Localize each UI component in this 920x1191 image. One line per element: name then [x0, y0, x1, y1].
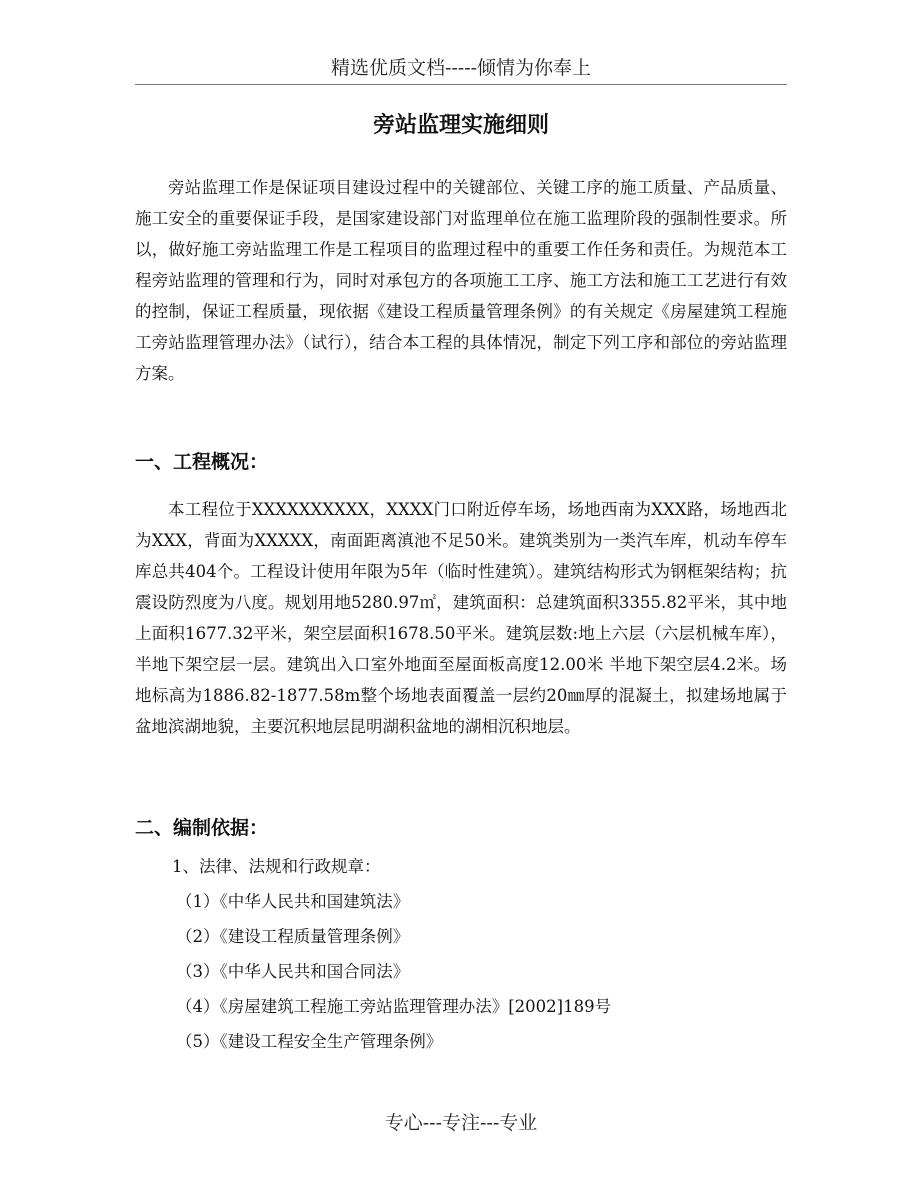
- page-footer: 专心---专注---专业: [384, 1112, 538, 1134]
- section-heading-overview: 一、工程概况：: [135, 451, 269, 473]
- page-header: 精选优质文档-----倾情为你奉上: [135, 52, 787, 85]
- list-item: （1）《中华人民共和国建筑法》: [176, 892, 410, 911]
- regulation-list: [176, 884, 776, 1059]
- list-item: （4）《房屋建筑工程施工旁站监理管理办法》[2002]189号: [176, 997, 612, 1016]
- intro-paragraph: 旁站监理工作是保证项目建设过程中的关键部位、关键工序的施工质量、产品质量、施工安全的重要保证手段，是国家建设部门对监理单位在施工监理阶段的强制性要求。所以，做好施工旁站监理工作是工程项目的监理过程中的重要工作任务和责任。为规范本工程旁站监理的管理和行为，同时对承包方的各项施工工序、施工方法和施工工艺进行有效的控制，保证工程质量，现依据《建设工程质量管理条例》的有关规定《房屋建筑工程施工旁站监理管理办法》（试行），结合本工程的具体情况，制定下列工序和部位的旁站监理方案。: [135, 178, 787, 383]
- section-heading-basis: 二、编制依据：: [135, 817, 269, 839]
- document-title: 旁站监理实施细则: [372, 112, 549, 138]
- list-item: （5）《建设工程安全生产管理条例》: [176, 1032, 443, 1051]
- basis-subheading: 1、法律、法规和行政规章：: [172, 857, 381, 876]
- list-item: （3）《中华人民共和国合同法》: [176, 962, 410, 981]
- overview-paragraph: 本工程位于XXXXXXXXXX，XXXX门口附近停车场，场地西南为XXX路，场地西北为XXX，背面为XXXXX，南面距离滇池不足50米。建筑类别为一类汽车库，机动车停车库总共404个。工程设计使用年限为5年（临时性建筑）。建筑结构形式为钢框架结构；抗震设防烈度为八度。规划用地5280.97㎡，建筑面积：总建筑面积3355.82平米，其中地上面积1677.32平米，架空层面积1678.50平米。建筑层数:地上六层（六层机械车库），半地下架空层一层。建筑出入口室外地面至屋面板高度12.00米 半地下架空层4.2米。场地标高为1886.82-1877.58m整个场地表面覆盖一层约20㎜厚的混凝土，拟建场地属于盆地滨湖地貌，主要沉积地层昆明湖积盆地的湖相沉积地层。: [135, 500, 787, 736]
- list-item: （2）《建设工程质量管理条例》: [176, 927, 410, 946]
